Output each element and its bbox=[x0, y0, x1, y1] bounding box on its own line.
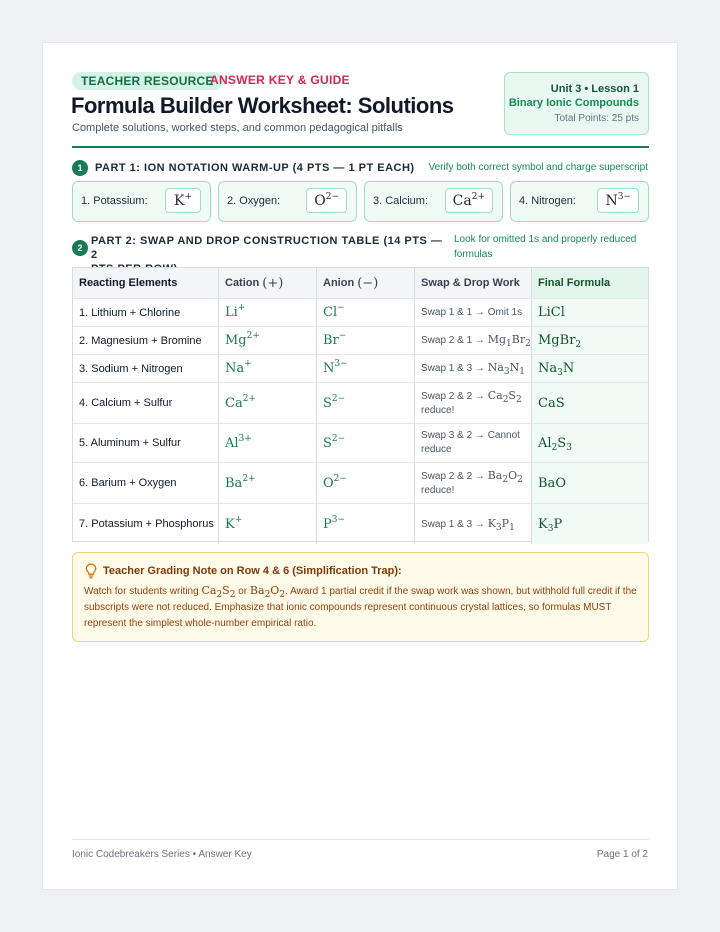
col-header-final: Final Formula bbox=[532, 268, 648, 298]
header-divider bbox=[72, 146, 649, 148]
swap-drop-table bbox=[72, 267, 649, 542]
row-final-formula bbox=[532, 327, 648, 354]
cation-ion: $Ba^{2+}$ bbox=[225, 473, 256, 491]
cation-ion: Li+ bbox=[225, 303, 246, 320]
table-row bbox=[73, 327, 648, 355]
ion-answer: $Ca^{2+}$ bbox=[445, 188, 493, 213]
ion-card-oxygen bbox=[218, 181, 357, 222]
part1-hint: Verify both correct symbol and charge superscript bbox=[428, 162, 648, 173]
cation-ion: K+ bbox=[225, 514, 243, 532]
work-note: reduce! bbox=[421, 484, 455, 496]
row-cation bbox=[219, 504, 317, 544]
row-swap-work bbox=[415, 424, 532, 462]
row-cation bbox=[219, 299, 317, 326]
lightbulb-icon bbox=[85, 563, 97, 579]
section-number-1: 1 bbox=[72, 160, 88, 176]
part2-title: PART 2: SWAP AND DROP CONSTRUCTION TABLE (14 PTS — 2 bbox=[91, 235, 443, 261]
row-swap-work bbox=[415, 355, 532, 382]
anion-ion: $P^{3-}$ bbox=[323, 514, 346, 532]
part2-hint: Look for omitted 1s and properly reduced formulas bbox=[454, 234, 637, 260]
ion-answer: K+ bbox=[165, 188, 201, 213]
unit-info-box bbox=[504, 72, 649, 135]
final-formula: $Na_3N$ bbox=[538, 361, 575, 378]
work-formula: $Ba_2O_2$ bbox=[487, 468, 523, 485]
row-elements: 7. Potassium + Phosphorus bbox=[73, 504, 219, 544]
table-row bbox=[73, 383, 648, 424]
row-elements: 1. Lithium + Chlorine bbox=[73, 299, 219, 326]
col-header-anion: Anion (−) bbox=[317, 268, 415, 298]
worksheet-page bbox=[42, 42, 678, 890]
row-cation bbox=[219, 463, 317, 503]
table-row bbox=[73, 355, 648, 383]
formula-ca2s2: $Ca_2S_2$ bbox=[201, 584, 236, 600]
grading-note bbox=[72, 552, 649, 642]
row-elements: 2. Magnesium + Bromine bbox=[73, 327, 219, 354]
col-header-cation: Cation (+) bbox=[219, 268, 317, 298]
table-row bbox=[73, 463, 648, 504]
row-elements: 5. Aluminum + Sulfur bbox=[73, 424, 219, 462]
section-number-2: 2 bbox=[72, 240, 88, 256]
formula-ba2o2: $Ba_2O_2$ bbox=[249, 584, 286, 600]
row-anion bbox=[317, 463, 415, 503]
row-swap-work bbox=[415, 504, 532, 544]
final-formula: LiCl bbox=[538, 305, 565, 320]
cation-ion: $Ca^{2+}$ bbox=[225, 393, 256, 411]
unit-topic: Binary Ionic Compounds bbox=[508, 97, 639, 109]
row-swap-work bbox=[415, 463, 532, 503]
anion-ion: $N^{3-}$ bbox=[323, 359, 348, 376]
row-anion bbox=[317, 383, 415, 423]
anion-ion: $O^{2-}$ bbox=[323, 473, 347, 491]
cation-ion: $Al^{3+}$ bbox=[225, 433, 252, 451]
row-swap-work bbox=[415, 299, 532, 326]
row-anion bbox=[317, 299, 415, 326]
teacher-resource-badge: TEACHER RESOURCE bbox=[72, 72, 223, 90]
final-formula: $K_3P$ bbox=[538, 516, 563, 534]
col-header-work: Swap & Drop Work bbox=[415, 268, 532, 298]
table-header-row bbox=[73, 268, 648, 299]
page-subtitle: Complete solutions, worked steps, and common pedagogical pitfalls bbox=[72, 122, 403, 134]
work-note: reduce! bbox=[421, 404, 455, 416]
anion-ion: Cl− bbox=[323, 303, 345, 320]
row-anion bbox=[317, 327, 415, 354]
footer-page-number: Page 1 of 2 bbox=[596, 849, 648, 860]
work-step: Swap 1 & $3 \to K_3P_1$ bbox=[421, 516, 515, 533]
row-anion bbox=[317, 504, 415, 544]
grading-note-title: Teacher Grading Note on Row 4 & 6 (Simplification Trap): bbox=[103, 565, 402, 577]
cation-ion: $Mg^{2+}$ bbox=[225, 331, 260, 348]
work-step: Swap 2 & $2 \to Ba_2O_2$ bbox=[421, 468, 523, 485]
row-elements: 6. Barium + Oxygen bbox=[73, 463, 219, 503]
final-formula: BaO bbox=[538, 475, 566, 491]
table-row bbox=[73, 424, 648, 463]
row-final-formula bbox=[532, 383, 648, 423]
row-final-formula bbox=[532, 463, 648, 503]
page-title: Formula Builder Worksheet: Solutions bbox=[71, 93, 454, 118]
row-cation bbox=[219, 424, 317, 462]
work-step: Swap 1 & $3 \to Na_3N_1$ bbox=[421, 361, 525, 377]
ion-label: 4. Nitrogen: bbox=[519, 195, 576, 207]
row-anion bbox=[317, 355, 415, 382]
work-step: Swap 2 & $2 \to Ca_2S_2$ bbox=[421, 388, 522, 405]
final-formula: MgBr$_2$ bbox=[538, 333, 582, 350]
ion-card-calcium bbox=[364, 181, 503, 222]
row-anion bbox=[317, 424, 415, 462]
row-swap-work bbox=[415, 327, 532, 354]
row-final-formula bbox=[532, 424, 648, 462]
work-note: reduce bbox=[421, 444, 452, 455]
anion-ion: Br− bbox=[323, 331, 347, 348]
row-final-formula bbox=[532, 504, 648, 544]
work-step: Swap 1 & 1 → Omit 1s bbox=[421, 306, 523, 318]
anion-ion: $S^{2-}$ bbox=[323, 393, 346, 411]
cation-ion: Na+ bbox=[225, 359, 252, 376]
final-formula: CaS bbox=[538, 395, 565, 411]
row-cation bbox=[219, 355, 317, 382]
total-points: Total Points: 25 pts bbox=[554, 113, 639, 124]
ion-label: 3. Calcium: bbox=[373, 195, 429, 207]
work-formula: $K_3P_1$ bbox=[487, 516, 515, 533]
row-cation bbox=[219, 383, 317, 423]
work-step: Swap 2 & $1 \to Mg_1Br_2$ bbox=[421, 333, 531, 349]
ion-label: 1. Potassium: bbox=[81, 195, 148, 207]
answer-key-label: ANSWER KEY & GUIDE bbox=[210, 73, 350, 87]
footer-divider bbox=[72, 839, 649, 840]
row-final-formula bbox=[532, 299, 648, 326]
row-swap-work bbox=[415, 383, 532, 423]
work-formula: $Ca_2S_2$ bbox=[487, 388, 522, 405]
work-formula: $Na_3N_1$ bbox=[487, 361, 525, 377]
ion-card-potassium bbox=[72, 181, 211, 222]
unit-lesson: Unit 3 • Lesson 1 bbox=[550, 83, 639, 95]
footer-series: Ionic Codebreakers Series • Answer Key bbox=[72, 849, 252, 860]
grading-note-body: Watch for students writing $Ca_2S_2$ or $Ba_2O_2$. Award 1 partial credit if the swap work was shown, but withhold full credit if the subscripts were not reduced. Emphasize that ionic compounds represent continuous crystal lattices, so formulas MUST represent the simplest whole-number empirical ratio. bbox=[84, 584, 637, 629]
final-formula: $Al_2S_3$ bbox=[538, 435, 572, 453]
row-final-formula bbox=[532, 355, 648, 382]
ion-answer: $N^{3-}$ bbox=[597, 188, 639, 213]
row-elements: 3. Sodium + Nitrogen bbox=[73, 355, 219, 382]
row-elements: 4. Calcium + Sulfur bbox=[73, 383, 219, 423]
ion-card-nitrogen bbox=[510, 181, 649, 222]
ion-label: 2. Oxygen: bbox=[227, 195, 281, 207]
col-header-elements: Reacting Elements bbox=[73, 268, 219, 298]
part1-title: PART 1: ION NOTATION WARM-UP (4 PTS — 1 PT EACH) bbox=[95, 162, 415, 174]
anion-ion: $S^{2-}$ bbox=[323, 433, 346, 451]
table-row bbox=[73, 299, 648, 327]
work-formula: $Mg_1Br_2$ bbox=[487, 333, 531, 349]
row-cation bbox=[219, 327, 317, 354]
table-row bbox=[73, 504, 648, 544]
work-step: Swap 3 & 2 → Cannot bbox=[421, 430, 520, 441]
ion-answer: $O^{2-}$ bbox=[306, 188, 347, 213]
